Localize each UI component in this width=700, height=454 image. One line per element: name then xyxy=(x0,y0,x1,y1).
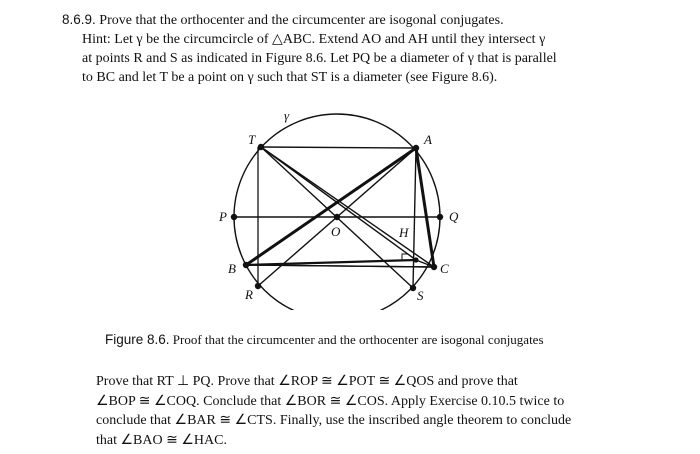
caption-text: Proof that the circumcenter and the orthocenter are isogonal conjugates xyxy=(172,332,544,347)
paragraph-line-3: conclude that ∠BAR ≅ ∠CTS. Finally, use the inscribed angle theorem to conclude xyxy=(96,413,572,428)
point-p xyxy=(231,214,237,220)
figure-8-6 xyxy=(200,110,480,310)
label-h: H xyxy=(399,225,409,240)
line-b-to-foot xyxy=(246,260,416,265)
label-c: C xyxy=(440,261,449,276)
point-q xyxy=(437,214,443,220)
label-p: P xyxy=(219,209,227,224)
exercise-paragraph xyxy=(96,372,622,450)
exercise-block xyxy=(62,10,622,87)
label-q: Q xyxy=(449,209,459,224)
exercise-number: 8.6.9. xyxy=(62,12,96,27)
line-tc xyxy=(261,147,434,267)
point-c xyxy=(431,264,437,270)
hint-line-1: Hint: Let γ be the circumcircle of △ABC. Extend AO and AH until they intersect γ xyxy=(82,32,546,47)
paragraph-line-4: that ∠BAO ≅ ∠HAC. xyxy=(96,432,227,448)
exercise-statement: Prove that the orthocenter and the circumcenter are isogonal conjugates. xyxy=(99,13,504,28)
paragraph-line-1: Prove that RT ⊥ PQ. Prove that ∠ROP ≅ ∠POT ≅ ∠QOS and prove that xyxy=(96,374,518,389)
line-ta xyxy=(261,147,416,148)
point-r xyxy=(255,283,261,289)
caption-label: Figure 8.6. xyxy=(105,332,170,347)
label-s: S xyxy=(417,288,424,303)
point-foot xyxy=(413,257,418,262)
label-a: A xyxy=(424,132,432,147)
label-r: R xyxy=(245,287,253,302)
paragraph-line-2: ∠BOP ≅ ∠COQ. Conclude that ∠BOR ≅ ∠COS. Apply Exercise 0.10.5 twice to xyxy=(96,393,565,409)
figure-caption xyxy=(105,332,665,348)
label-gamma: γ xyxy=(284,110,290,123)
label-o: O xyxy=(331,224,341,239)
point-b xyxy=(243,262,249,268)
point-t xyxy=(258,144,264,150)
label-b: B xyxy=(228,261,236,276)
point-a xyxy=(413,145,419,151)
side-ac xyxy=(416,148,434,267)
label-t: T xyxy=(248,132,256,147)
point-o xyxy=(334,214,340,220)
point-s xyxy=(410,285,416,291)
hint-line-3: to BC and let T be a point on γ such that ST is a diameter (see Figure 8.6). xyxy=(82,70,498,85)
line-ba-thin xyxy=(246,148,416,265)
exercise-statement-line xyxy=(62,10,622,30)
line-bc-thin xyxy=(246,265,434,267)
right-angle-mark xyxy=(402,254,408,260)
hint-line-2: at points R and S as indicated in Figure 8.6. Let PQ be a diameter of γ that is parallel xyxy=(82,51,557,66)
geometry-diagram xyxy=(200,110,480,310)
